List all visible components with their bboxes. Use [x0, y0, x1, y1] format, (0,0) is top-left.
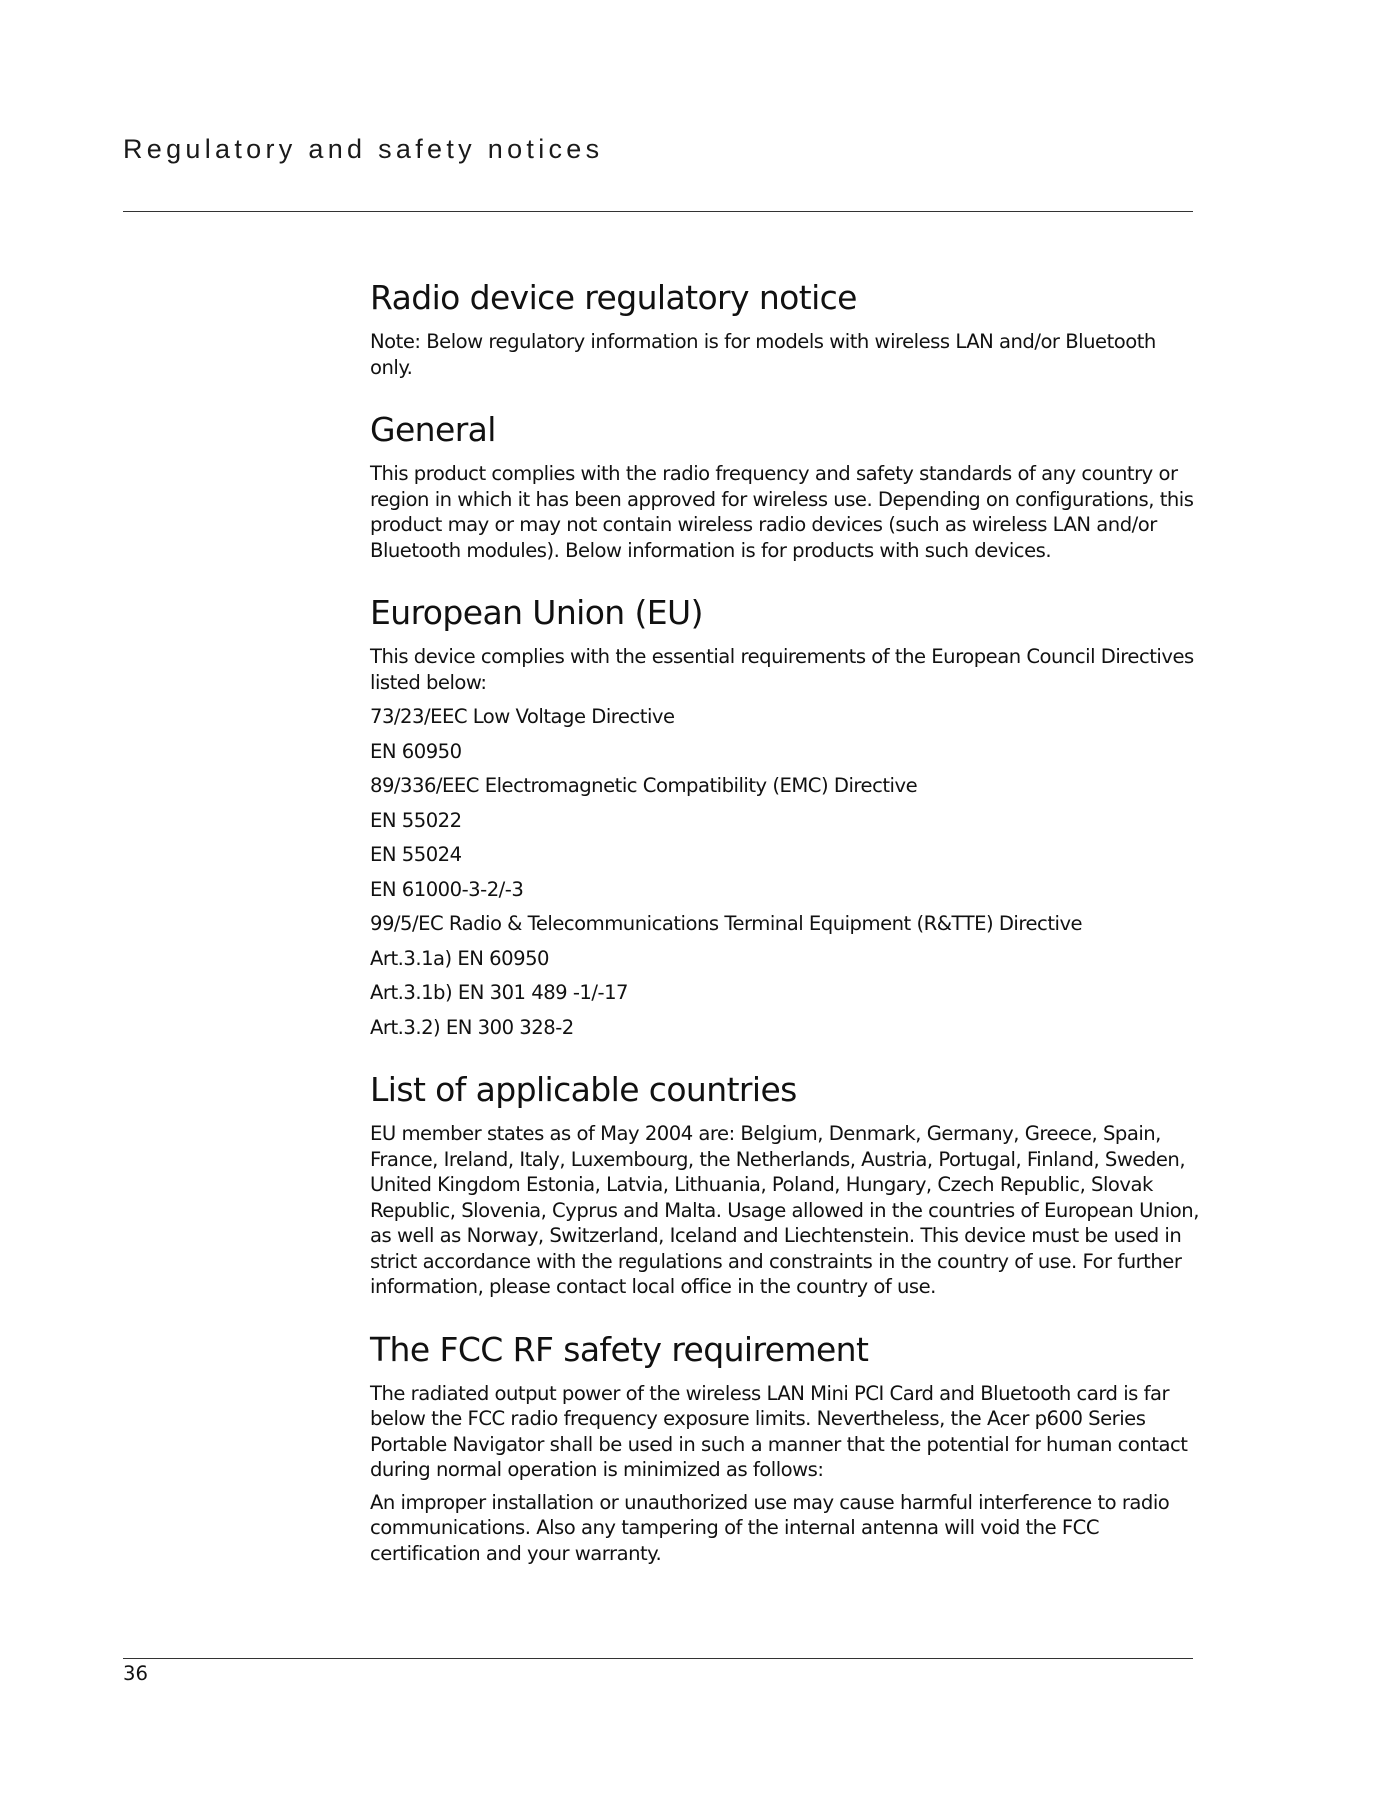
eu-directive-item: Art.3.2) EN 300 328-2 — [370, 1015, 574, 1039]
fcc-body-2: An improper installation or unauthorized use may cause harmful interference to radio communications. Also any tampering of the internal antenna will void the FCC certification and your warranty. — [370, 1490, 1170, 1565]
page-number: 36 — [123, 1662, 148, 1685]
eu-directive-item: 73/23/EEC Low Voltage Directive — [370, 705, 675, 728]
running-header-title: Regulatory and safety notices — [123, 134, 604, 164]
eu-directive-item: 99/5/EC Radio & Telecommunications Terminal Equipment (R&TTE) Directive — [370, 912, 1083, 935]
main-content — [370, 274, 1202, 1566]
eu-directive-list — [370, 704, 1202, 1040]
countries-heading: List of applicable countries — [370, 1070, 797, 1109]
eu-directive-item: Art.3.1b) EN 301 489 -1/-17 — [370, 981, 628, 1004]
fcc-body-1: The radiated output power of the wireless LAN Mini PCI Card and Bluetooth card is far below the FCC radio frequency exposure limits. Nevertheless, the Acer p600 Series Portable Navigator shall be used in such a manner that the potential for human contact during normal operation is minimized as follows: — [370, 1381, 1188, 1481]
eu-heading: European Union (EU) — [370, 593, 703, 632]
eu-intro: This device complies with the essential requirements of the European Council Directives listed below: — [370, 645, 1194, 694]
eu-directive-item: EN 60950 — [370, 739, 462, 763]
eu-directive-item: EN 55022 — [370, 808, 462, 832]
eu-directive-item: Art.3.1a) EN 60950 — [370, 946, 550, 970]
eu-directive-item: 89/336/EEC Electromagnetic Compatibility (EMC) Directive — [370, 774, 918, 797]
radio-notice-heading: Radio device regulatory notice — [370, 278, 857, 317]
eu-directive-item: EN 61000-3-2/-3 — [370, 877, 524, 901]
radio-notice-note: Note: Below regulatory information is for models with wireless LAN and/or Bluetooth only. — [370, 330, 1156, 379]
countries-body: EU member states as of May 2004 are: Belgium, Denmark, Germany, Greece, Spain, France, Ireland, Italy, Luxembourg, the Netherlands, Austria, Portugal, Finland, Sweden, United Kingdom Estonia, Latvia, Lithuania, Poland, Hungary, Czech Republic, Slovak Republic, Slovenia, Cyprus and Malta. Usage allowed in the countries of European Union, as well as Norway, Switzerland, Iceland and Liechtenstein. This device must be used in strict accordance with the regulations and constraints in the country of use. For further information, please contact local office in the country of use. — [370, 1122, 1199, 1298]
header-divider — [123, 211, 1193, 212]
fcc-heading: The FCC RF safety requirement — [370, 1329, 869, 1369]
general-body: This product complies with the radio frequency and safety standards of any country or region in which it has been approved for wireless use. Depending on configurations, this product may or may not contain wireless radio devices (such as wireless LAN and/or Bluetooth modules). Below information is for products with such devices. — [370, 462, 1194, 562]
footer-divider — [123, 1658, 1193, 1659]
general-heading: General — [370, 410, 496, 449]
eu-directive-item: EN 55024 — [370, 843, 462, 866]
